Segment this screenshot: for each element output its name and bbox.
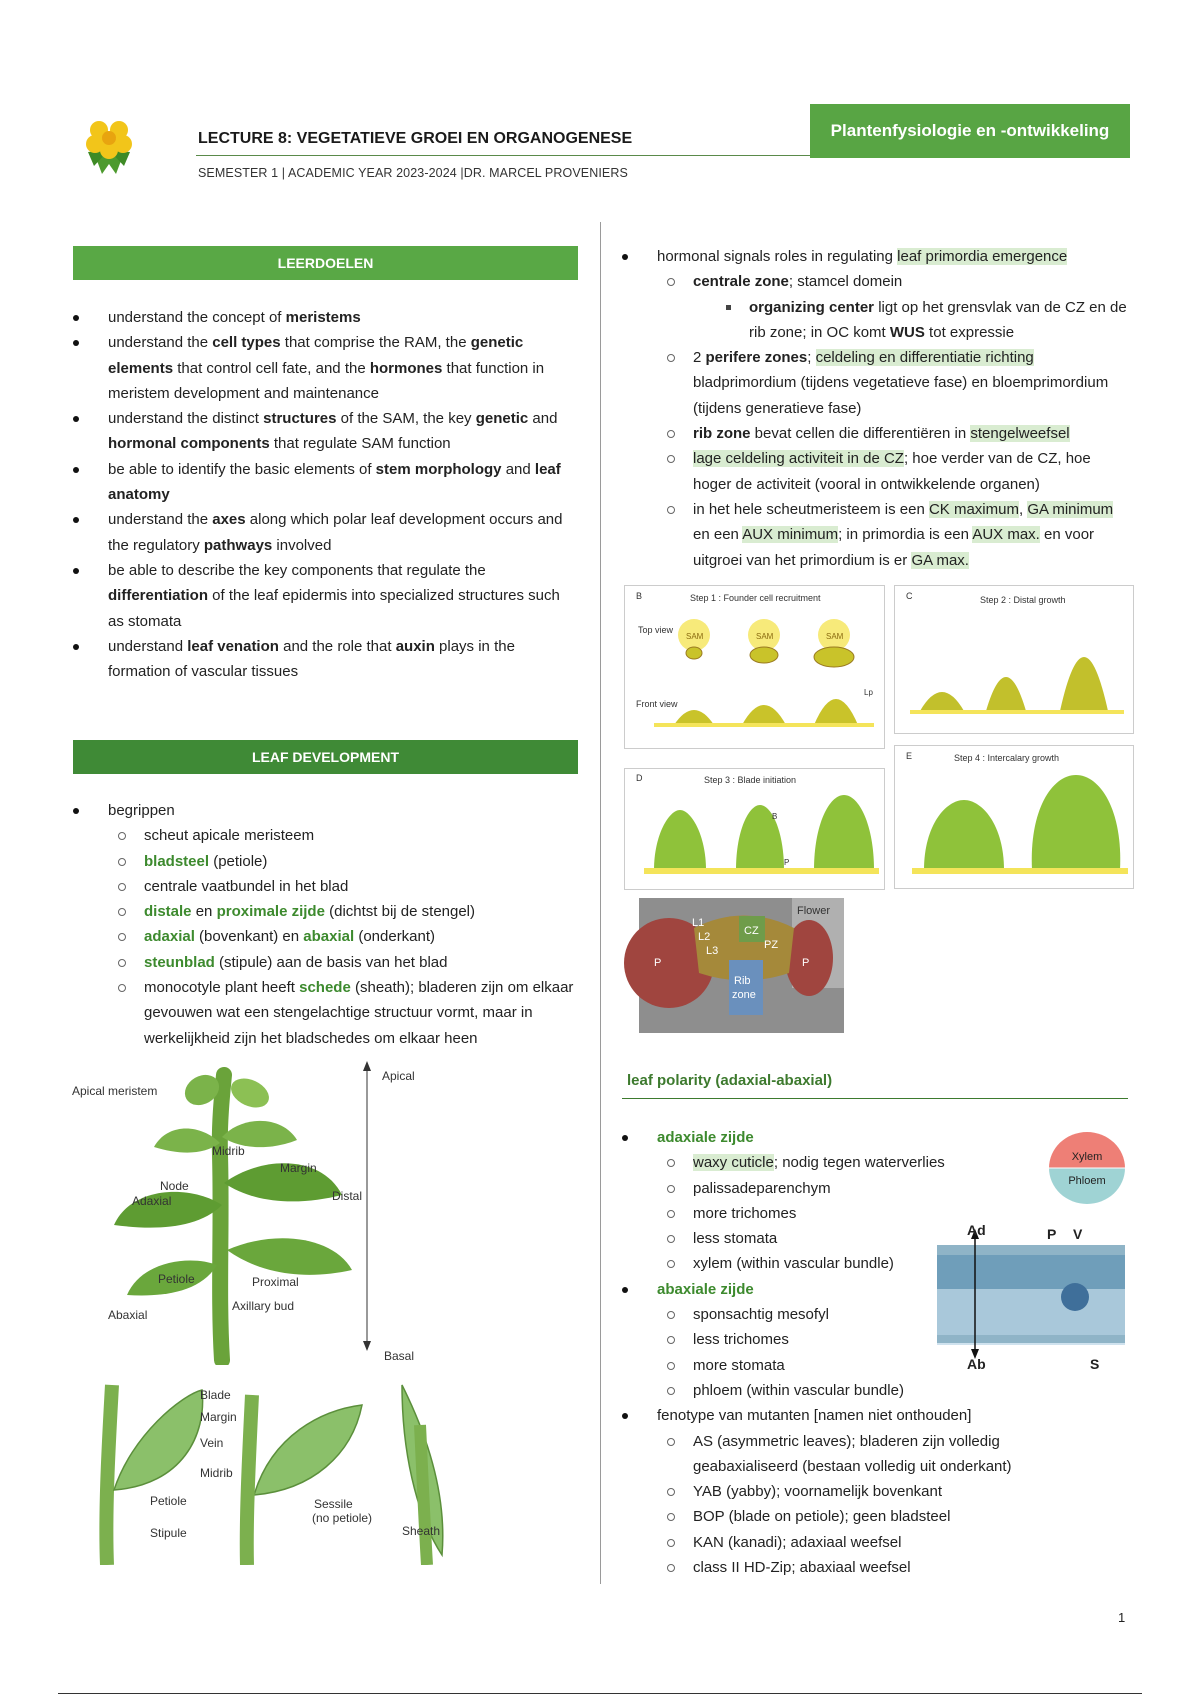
list-item: understand the cell types that comprise the RAM, the genetic elements that control cell fate, and the hormones that function in meristem development and maintenance xyxy=(108,330,578,406)
svg-text:Rib: Rib xyxy=(734,975,751,987)
list-item: centrale zone; stamcel domein organizing center ligt op het grensvlak van de CZ en de rib zone; in OC komt WUS tot expressie xyxy=(693,269,1127,345)
hormonal-list xyxy=(657,244,1127,573)
list-item: understand the distinct structures of the SAM, the key genetic and hormonal components that regulate SAM function xyxy=(108,406,578,457)
label-leaf-midrib: Midrib xyxy=(200,1466,233,1480)
label-no-petiole: (no petiole) xyxy=(312,1511,373,1525)
list-item: rib zone bevat cellen die differentiëren in stengelweefsel xyxy=(693,421,1127,446)
title-rule xyxy=(196,155,810,156)
label-leaf-petiole: Petiole xyxy=(150,1494,187,1508)
leerdoelen-list xyxy=(108,305,578,684)
label-vein: Vein xyxy=(200,1436,224,1450)
svg-text:E: E xyxy=(906,751,913,761)
step1-caption: Step 1 : Founder cell recruitment xyxy=(690,593,821,603)
label-basal: Basal xyxy=(384,1349,415,1363)
svg-text:P: P xyxy=(1047,1226,1057,1242)
list-item: centrale vaatbundel in het blad xyxy=(144,874,578,899)
step3-caption: Step 3 : Blade initiation xyxy=(704,775,797,785)
leaf-development-heading: LEAF DEVELOPMENT xyxy=(73,740,578,774)
flower-logo-icon xyxy=(82,116,136,176)
list-item: less stomata xyxy=(693,1226,953,1251)
list-item: organizing center ligt op het grensvlak van de CZ en de rib zone; in OC komt WUS tot expressie xyxy=(749,295,1127,346)
svg-text:P: P xyxy=(784,858,790,867)
label-proximal: Proximal xyxy=(252,1275,299,1289)
label-midrib: Midrib xyxy=(212,1144,245,1158)
svg-text:CZ: CZ xyxy=(744,925,759,937)
list-item: be able to identify the basic elements of stem morphology and leaf anatomy xyxy=(108,457,578,508)
list-item: understand the concept of meristems xyxy=(108,305,578,330)
list-item: xylem (within vascular bundle) xyxy=(693,1251,953,1276)
label-abaxial: Abaxial xyxy=(108,1308,148,1322)
svg-text:SAM: SAM xyxy=(756,632,774,641)
list-item: begrippen scheut apicale meristeem bladsteel (petiole) centrale vaatbundel in het blad distale en proximale zijde (dichtst bij de stengel) adaxial (bovenkant) en abaxial (onderkant) steunblad (stipule) aan de basis van het blad monocotyle plant heeft schede (sheath); bladeren zijn om elkaar gevouwen wat een stengelachtige structuur vormt, maar in werkelijkheid zijn het bladschedes om elkaar heen xyxy=(108,798,578,1051)
leaf-polarity-rule xyxy=(622,1098,1128,1099)
svg-text:L2: L2 xyxy=(698,931,711,943)
svg-text:Phloem: Phloem xyxy=(1068,1175,1106,1187)
svg-text:Flower: Flower xyxy=(797,905,831,917)
step2-caption: Step 2 : Distal growth xyxy=(980,595,1066,605)
list-item: more trichomes xyxy=(693,1201,953,1226)
list-item: less trichomes xyxy=(693,1327,953,1352)
list-item: adaxiale zijde waxy cuticle; nodig tegen waterverlies palissadeparenchym more trichomes less stomata xylem (within vascular bundle) xyxy=(657,1125,1127,1277)
list-item: 2 perifere zones; celdeling en differentiatie richting bladprimordium (tijdens vegetatieve fase) en bloemprimordium (tijdens generatieve fase) xyxy=(693,345,1127,421)
leaf-types-figure xyxy=(72,1375,482,1565)
svg-text:Lp: Lp xyxy=(864,688,873,697)
leaf-cross-section-figure xyxy=(935,1225,1130,1370)
list-item: phloem (within vascular bundle) xyxy=(693,1378,953,1403)
list-item: lage celdeling activiteit in de CZ; hoe verder van de CZ, hoe hoger de activiteit (vooral in ontwikkelende organen) xyxy=(693,446,1127,497)
top-view-label: Top view xyxy=(638,625,674,635)
list-item: scheut apicale meristeem xyxy=(144,823,578,848)
list-item: YAB (yabby); voornamelijk bovenkant xyxy=(693,1479,1083,1504)
label-sessile: Sessile xyxy=(314,1497,353,1511)
label-apical-meristem: Apical meristem xyxy=(72,1084,158,1098)
label-apical: Apical xyxy=(382,1069,415,1083)
list-item: fenotype van mutanten [namen niet onthouden] AS (asymmetric leaves); bladeren zijn volledig geabaxialiseerd (bestaan volledig uit onderkant) YAB (yabby); voornamelijk bovenkant BOP (blade on petiole); geen bladsteel KAN (kanadi); adaxiaal weefsel class II HD-Zip; abaxiaal weefsel xyxy=(657,1403,1127,1580)
list-item: be able to describe the key components that regulate the differentiation of the leaf epidermis into specialized structures such as stomata xyxy=(108,558,578,634)
list-item: bladsteel (petiole) xyxy=(144,849,578,874)
label-adaxial: Adaxial xyxy=(132,1194,172,1208)
footer-rule xyxy=(58,1693,1142,1694)
list-item: KAN (kanadi); adaxiaal weefsel xyxy=(693,1530,1083,1555)
list-item: adaxial (bovenkant) en abaxial (onderkant) xyxy=(144,924,578,949)
list-item: BOP (blade on petiole); geen bladsteel xyxy=(693,1504,1083,1529)
svg-text:P: P xyxy=(654,957,662,969)
front-view-label: Front view xyxy=(636,699,678,709)
svg-text:PZ: PZ xyxy=(764,939,779,951)
list-item: steunblad (stipule) aan de basis van het blad xyxy=(144,950,578,975)
plant-anatomy-figure xyxy=(72,1055,432,1365)
svg-text:B: B xyxy=(772,812,778,821)
leerdoelen-heading: LEERDOELEN xyxy=(73,246,578,280)
svg-text:B: B xyxy=(636,591,643,601)
list-item: waxy cuticle; nodig tegen waterverlies xyxy=(693,1150,953,1175)
list-item: palissadeparenchym xyxy=(693,1176,953,1201)
label-margin: Margin xyxy=(280,1161,317,1175)
course-badge: Plantenfysiologie en -ontwikkeling xyxy=(810,104,1130,158)
svg-text:SAM: SAM xyxy=(826,632,844,641)
column-divider xyxy=(600,222,601,1584)
svg-text:S: S xyxy=(1090,1356,1100,1370)
list-item: abaxiale zijde sponsachtig mesofyl less trichomes more stomata phloem (within vascular bundle) xyxy=(657,1277,1127,1403)
label-leaf-margin: Margin xyxy=(200,1410,237,1424)
svg-text:V: V xyxy=(1073,1226,1083,1242)
step4-caption: Step 4 : Intercalary growth xyxy=(954,753,1060,763)
label-sheath: Sheath xyxy=(402,1524,441,1538)
leaf-growth-steps-figure xyxy=(624,585,1134,890)
svg-text:Xylem: Xylem xyxy=(1071,1151,1103,1163)
svg-text:L1: L1 xyxy=(692,917,705,929)
document-title: LECTURE 8: VEGETATIEVE GROEI EN ORGANOGENESE xyxy=(198,130,633,147)
svg-text:L3: L3 xyxy=(706,945,719,957)
label-stipule: Stipule xyxy=(150,1526,187,1540)
label-distal: Distal xyxy=(332,1189,363,1203)
svg-text:Ab: Ab xyxy=(967,1356,986,1370)
list-item: sponsachtig mesofyl xyxy=(693,1302,953,1327)
document-subtitle: SEMESTER 1 | ACADEMIC YEAR 2023-2024 |DR. MARCEL PROVENIERS xyxy=(198,166,628,180)
list-item: monocotyle plant heeft schede (sheath); bladeren zijn om elkaar gevouwen wat een stengelachtige structuur vormt, maar in werkelijkheid zijn het bladschedes om elkaar heen xyxy=(144,975,578,1051)
svg-text:Ad: Ad xyxy=(967,1225,986,1238)
svg-text:D: D xyxy=(636,773,643,783)
list-item: more stomata xyxy=(693,1353,953,1378)
list-item: in het hele scheutmeristeem is een CK maximum, GA minimum en een AUX minimum; in primordia is een AUX max. en voor uitgroei van het primordium is er GA max. xyxy=(693,497,1127,573)
svg-text:P: P xyxy=(802,957,810,969)
leaf-polarity-heading: leaf polarity (adaxial-abaxial) xyxy=(627,1072,833,1089)
list-item: understand the axes along which polar leaf development occurs and the regulatory pathways involved xyxy=(108,507,578,558)
list-item: understand leaf venation and the role that auxin plays in the formation of vascular tissues xyxy=(108,634,578,685)
page-number: 1 xyxy=(1118,1610,1126,1625)
list-item: AS (asymmetric leaves); bladeren zijn volledig geabaxialiseerd (bestaan volledig uit onderkant) xyxy=(693,1429,1083,1480)
label-axillary-bud: Axillary bud xyxy=(232,1299,295,1313)
sam-zones-figure xyxy=(624,898,844,1033)
svg-text:SAM: SAM xyxy=(686,632,704,641)
label-node: Node xyxy=(160,1179,189,1193)
list-item: hormonal signals roles in regulating leaf primordia emergence centrale zone; stamcel domein organizing center ligt op het grensvlak van de CZ en de rib zone; in OC komt WUS tot expressie 2 perifere zones; celdeling en differentiatie richting bladprimordium (tijdens vegetatieve fase) en bloemprimordium (tijdens generatieve fase) rib zone bevat cellen die differentiëren in stengelweefsel lage celdeling activiteit in de CZ; hoe verder van de CZ, hoe hoger de activiteit (vooral in ontwikkelende organen) in het hele scheutmeristeem is een CK maximum, GA minimum en een AUX minimum; in primordia is een AUX max. en voor uitgroei van het primordium is er GA max. xyxy=(657,244,1127,573)
svg-text:C: C xyxy=(906,591,913,601)
label-petiole: Petiole xyxy=(158,1272,195,1286)
list-item: class II HD-Zip; abaxiaal weefsel xyxy=(693,1555,1083,1580)
list-item: distale en proximale zijde (dichtst bij de stengel) xyxy=(144,899,578,924)
begrippen-list xyxy=(108,798,578,1051)
svg-text:zone: zone xyxy=(732,989,756,1001)
label-blade: Blade xyxy=(200,1388,231,1402)
xylem-phloem-icon xyxy=(1047,1130,1127,1206)
